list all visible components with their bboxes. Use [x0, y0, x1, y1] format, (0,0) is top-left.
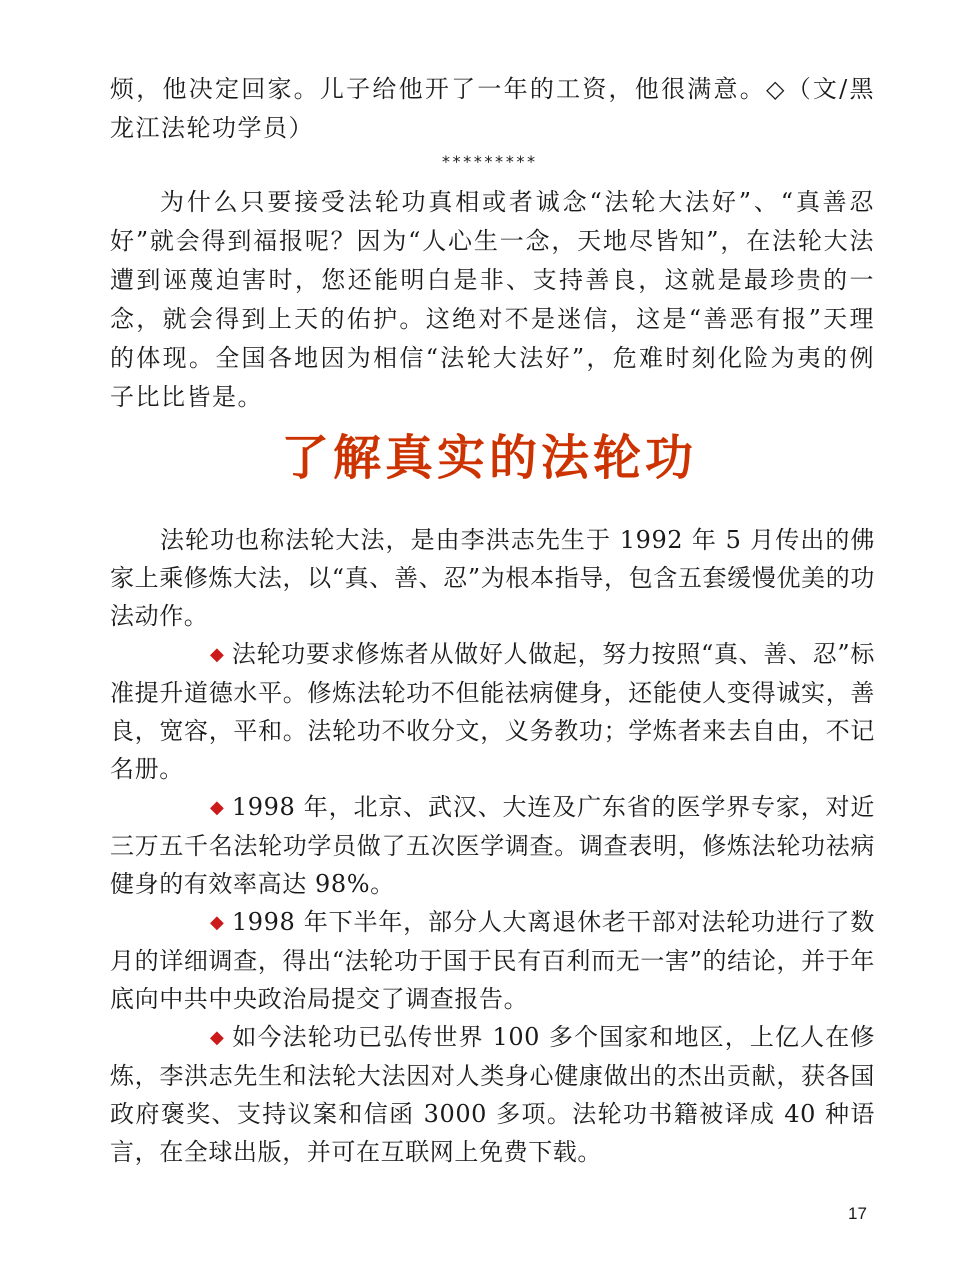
bullet-text: 1998 年下半年，部分人大离退休老干部对法轮功进行了数月的详细调查，得出“法轮功于国于民有百利而无一害”的结论，并于年底向中共中央政治局提交了调查报告。 — [110, 908, 875, 1013]
bullet-text: 法轮功要求修炼者从做好人做起，努力按照“真、善、忍”标准提升道德水平。修炼法轮功不但能祛病健身，还能使人变得诚实，善良，宽容，平和。法轮功不收分文，义务教功；学炼者来去自由，不记名册。 — [110, 640, 875, 783]
why-paragraph: 为什么只要接受法轮功真相或者诚念“法轮大法好”、“真善忍好”就会得到福报呢？因为“人心生一念，天地尽皆知”，在法轮大法遭到诬蔑迫害时，您还能明白是非、支持善良，这就是最珍贵的一念，就会得到上天的佑护。这绝对不是迷信，这是“善恶有报”天理的体现。全国各地因为相信“法轮大法好”，危难时刻化险为夷的例子比比皆是。 — [110, 188, 875, 411]
intro-paragraph: 烦，他决定回家。儿子给他开了一年的工资，他很满意。◇（文/黑龙江法轮功学员） — [110, 75, 875, 142]
why-paragraph-block — [110, 183, 875, 417]
bullet-text: 如今法轮功已弘传世界 100 多个国家和地区，上亿人在修炼，李洪志先生和法轮大法因对人类身心健康做出的杰出贡献，获各国政府褒奖、支持议案和信函 3000 多项。法轮功书籍被译成 40 种语言，在全球出版，并可在互联网上免费下载。 — [110, 1023, 875, 1166]
page-number: 17 — [848, 1204, 867, 1223]
bullet-item — [110, 635, 875, 788]
bullet-item — [110, 1018, 875, 1171]
diamond-bullet-icon: ◆ — [210, 644, 224, 665]
intro-paragraph-block — [110, 70, 875, 148]
diamond-bullet-icon: ◆ — [210, 912, 224, 933]
diamond-bullet-icon: ◆ — [210, 1027, 224, 1048]
bullet-item — [110, 788, 875, 903]
section-title: 了解真实的法轮功 — [280, 430, 697, 486]
diamond-bullet-icon: ◆ — [210, 797, 224, 818]
bullet-text: 1998 年，北京、武汉、大连及广东省的医学界专家，对近三万五千名法轮功学员做了五次医学调查。调查表明，修炼法轮功祛病健身的有效率高达 98%。 — [110, 793, 875, 898]
bullet-item — [110, 903, 875, 1018]
bullet-list — [110, 635, 875, 1171]
section-intro-paragraph: 法轮功也称法轮大法，是由李洪志先生于 1992 年 5 月传出的佛家上乘修炼大法，以“真、善、忍”为根本指导，包含五套缓慢优美的功法动作。 — [110, 526, 875, 630]
section-separator: ********* — [441, 152, 537, 171]
section-intro-block — [110, 521, 875, 635]
